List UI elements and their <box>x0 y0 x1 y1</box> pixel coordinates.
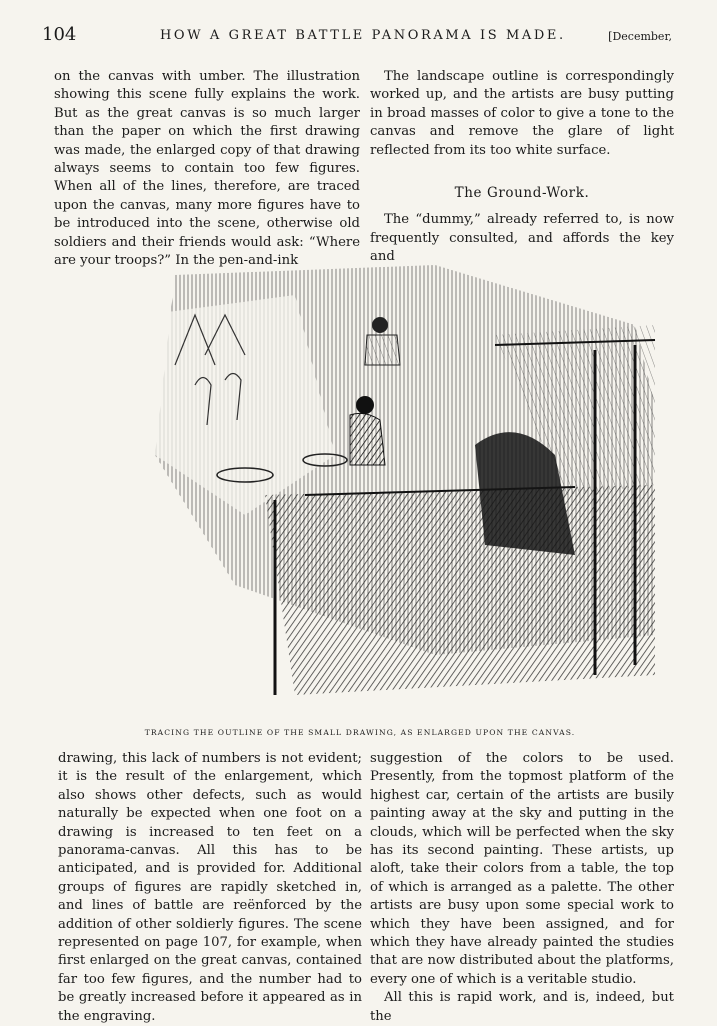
paragraph: on the canvas with umber. The illustration showing this scene fully explains the work. But as the great canvas is so much larger than the paper on which the first drawing was made, the enlarged copy of that drawing always seems to contain too few figures. When all of the lines, therefore, are traced upon the canvas, many more figures have to be introduced into the scene, otherwise old soldiers and their friends would ask: “Where are your troops?” In the pen-and-ink <box>54 69 360 269</box>
figure-caption: TRACING THE OUTLINE OF THE SMALL DRAWING, AS ENLARGED UPON THE CANVAS. <box>144 728 576 737</box>
paragraph: The “dummy,” already referred to, is now frequently consulted, and affords the key and <box>370 212 674 265</box>
column-top-right <box>370 68 674 267</box>
page-number: 104 <box>42 24 77 45</box>
column-top-left <box>54 68 360 270</box>
running-title: HOW A GREAT BATTLE PANORAMA IS MADE. <box>160 28 566 43</box>
paragraph: suggestion of the colors to be used. Presently, from the topmost platform of the highest car, certain of the artists are busily painting away at the sky and putting in the clouds, which will be perfected when the sky has its second painting. These artists, up aloft, take their colors from a table, the top of which is arranged as a palette. The other artists are busy upon some special work to which they have been assigned, and for which they have already painted the studies that are now distributed about the platforms, every one of which is a veritable studio. <box>370 751 674 987</box>
paragraph: All this is rapid work, and is, indeed, but the <box>370 990 674 1024</box>
running-month: [December, <box>608 30 672 43</box>
running-header <box>42 24 672 50</box>
column-bottom-right <box>370 750 674 1026</box>
paragraph: drawing, this lack of numbers is not evident; it is the result of the enlargement, which also shows other defects, such as would naturally be expected when one foot on a drawing is increased to ten feet on a panorama-canvas. All this has to be anticipated, and is provided for. Additional groups of figures are rapidly sketched in, and lines of battle are reënforced by the addition of other soldierly figures. The scene represented on page 107, for example, when first enlarged on the great canvas, contained far too few figures, and the number had to be greatly increased before it appeared as in the engraving. <box>58 751 362 1024</box>
section-heading: The Ground-Work. <box>454 185 590 202</box>
engraving-illustration <box>135 255 675 710</box>
column-bottom-left <box>58 750 362 1026</box>
paragraph: The landscape outline is correspondingly worked up, and the artists are busy putting in broad masses of color to give a tone to the canvas and remove the glare of light reflected from its too white surface. <box>370 69 674 158</box>
